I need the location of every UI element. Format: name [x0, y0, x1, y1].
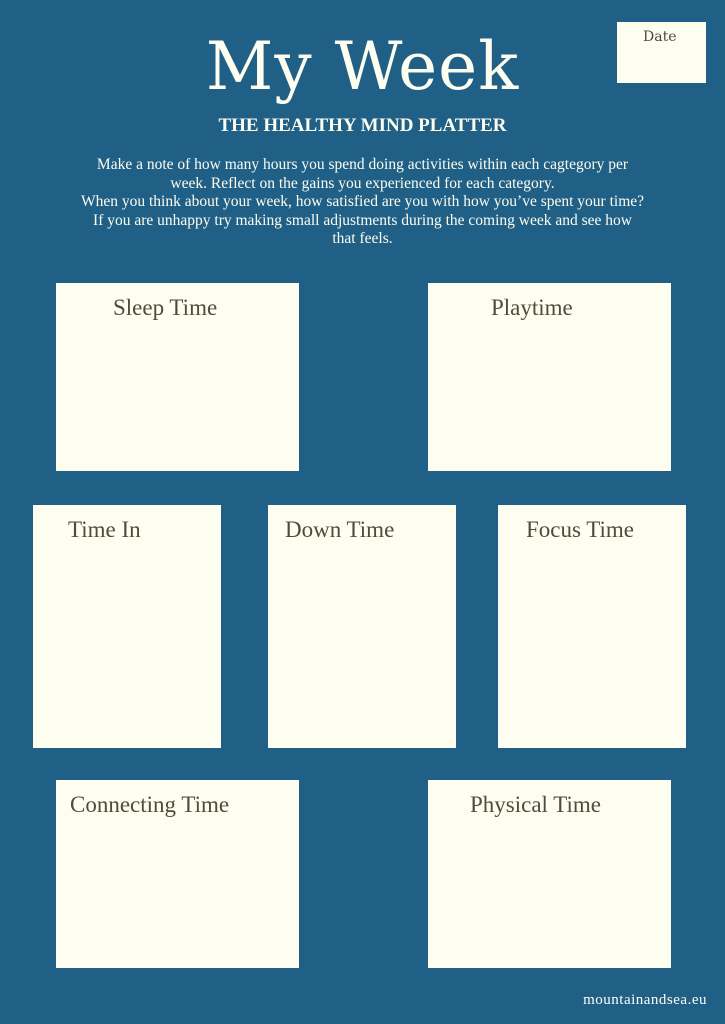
down-time-label: Down Time	[285, 517, 395, 542]
date-field[interactable]	[617, 22, 706, 83]
physical-time-box[interactable]	[428, 780, 671, 968]
playtime-box[interactable]	[428, 283, 671, 471]
down-time-box[interactable]	[268, 505, 456, 748]
instructions-paragraph-1: Make a note of how many hours you spend doing activities within each cagtegory per week. Reflect on the gains you experienced for each category.	[96, 156, 629, 192]
focus-time-box[interactable]	[498, 505, 686, 748]
instructions-paragraph-2: When you think about your week, how satisfied are you with how you’ve spent your time? If you are unhappy try making small adjustments during the coming week and see how that feels.	[80, 193, 645, 247]
page-title: My Week	[205, 28, 520, 105]
footer-website: mountainandsea.eu	[583, 992, 707, 1008]
sleep-time-box[interactable]	[56, 283, 299, 471]
time-in-box[interactable]	[33, 505, 221, 748]
physical-time-label: Physical Time	[470, 792, 602, 817]
connecting-time-box[interactable]	[56, 780, 299, 968]
page-subtitle: THE HEALTHY MIND PLATTER	[218, 115, 507, 136]
sleep-time-label: Sleep Time	[113, 295, 218, 320]
instructions	[80, 156, 645, 249]
time-in-label: Time In	[68, 517, 141, 542]
connecting-time-label: Connecting Time	[70, 792, 230, 817]
playtime-label: Playtime	[491, 295, 573, 320]
date-label: Date	[643, 29, 677, 45]
focus-time-label: Focus Time	[526, 517, 635, 542]
